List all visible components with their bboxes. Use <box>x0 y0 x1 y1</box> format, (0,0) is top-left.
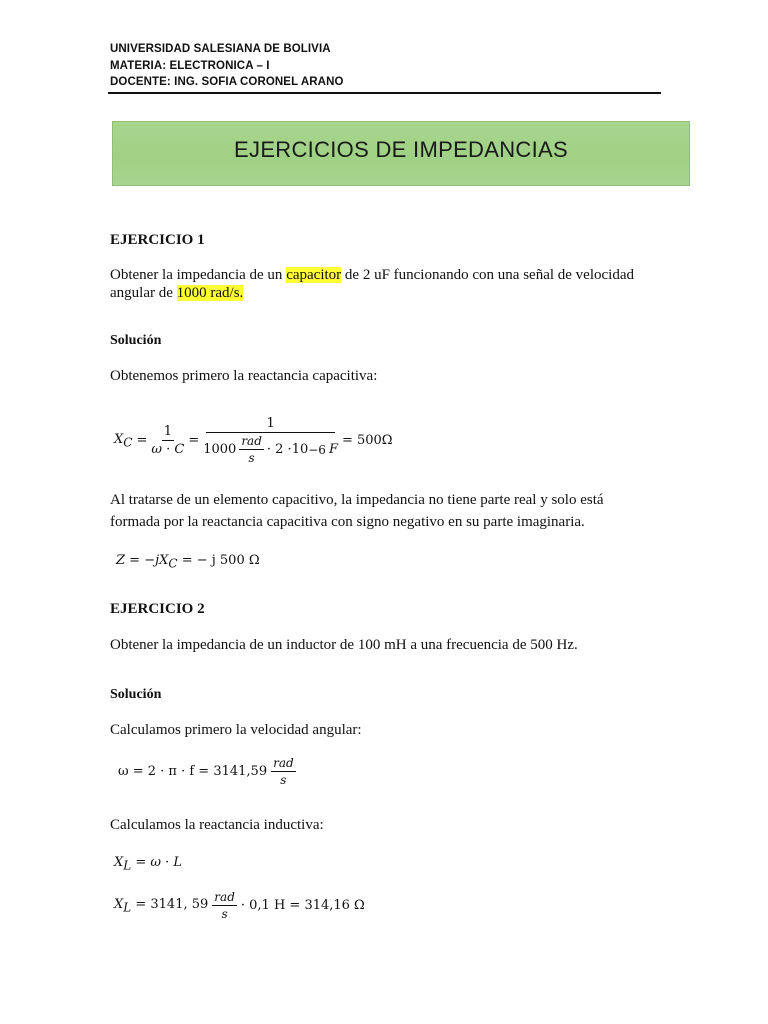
title-banner <box>112 121 690 186</box>
exercise-2-intro: Calculamos primero la velocidad angular: <box>110 722 362 738</box>
header-university: UNIVERSIDAD SALESIANA DE BOLIVIA <box>110 43 331 55</box>
page-title: EJERCICIOS DE IMPEDANCIAS <box>234 136 568 162</box>
exercise-2-statement: Obtener la impedancia de un inductor de 100 mH a una frecuencia de 500 Hz. <box>110 637 578 653</box>
equation-inductive-reactance-formula: $X_L = \omega \cdot L$ <box>114 855 183 873</box>
header-rule <box>108 92 661 94</box>
exercise-1-statement-line2: angular de 1000 rad/s. <box>110 285 244 301</box>
exercise-1-explanation-line2: formada por la reactancia capacitiva con signo negativo en su parte imaginaria. <box>110 514 585 530</box>
exercise-1-statement-line1: Obtener la impedancia de un capacitor de 2 uF funcionando con una señal de velocidad <box>110 267 634 283</box>
exercise-2-solution-label: Solución <box>110 687 162 702</box>
exercise-2-heading: EJERCICIO 2 <box>110 601 205 617</box>
highlight-capacitor: capacitor <box>286 267 342 283</box>
exercise-1-intro: Obtenemos primero la reactancia capacitiva: <box>110 368 378 384</box>
equation-inductive-reactance-result: $X_L = 3141$, 59 $\frac{\text{rad}}{s}$ · 0,1 H = 314,16 Ω <box>114 890 365 921</box>
exercise-1-solution-label: Solución <box>110 333 162 348</box>
equation-impedance-capacitor: $Z = -jX_C$ = − j 500 Ω <box>116 553 260 571</box>
header-teacher: DOCENTE: ING. SOFIA CORONEL ARANO <box>110 76 344 88</box>
equation-capacitive-reactance: $X_C$ = $\frac{1}{\omega \cdot C}$ = 1 1000 $\frac{\text{rad}}{s}$ · 2 ·10 −6 F = 500Ω <box>114 416 393 465</box>
highlight-angular-speed: 1000 rad/s. <box>176 285 244 301</box>
header-subject: MATERIA: ELECTRONICA – I <box>110 60 270 72</box>
equation-angular-speed: ω = 2 · π · f = 3141,59 $\frac{\text{rad}}{s}$ <box>118 756 294 787</box>
exercise-2-intro-2: Calculamos la reactancia inductiva: <box>110 817 324 833</box>
exercise-1-heading: EJERCICIO 1 <box>110 232 205 248</box>
exercise-1-explanation-line1: Al tratarse de un elemento capacitivo, la impedancia no tiene parte real y solo está <box>110 492 604 508</box>
